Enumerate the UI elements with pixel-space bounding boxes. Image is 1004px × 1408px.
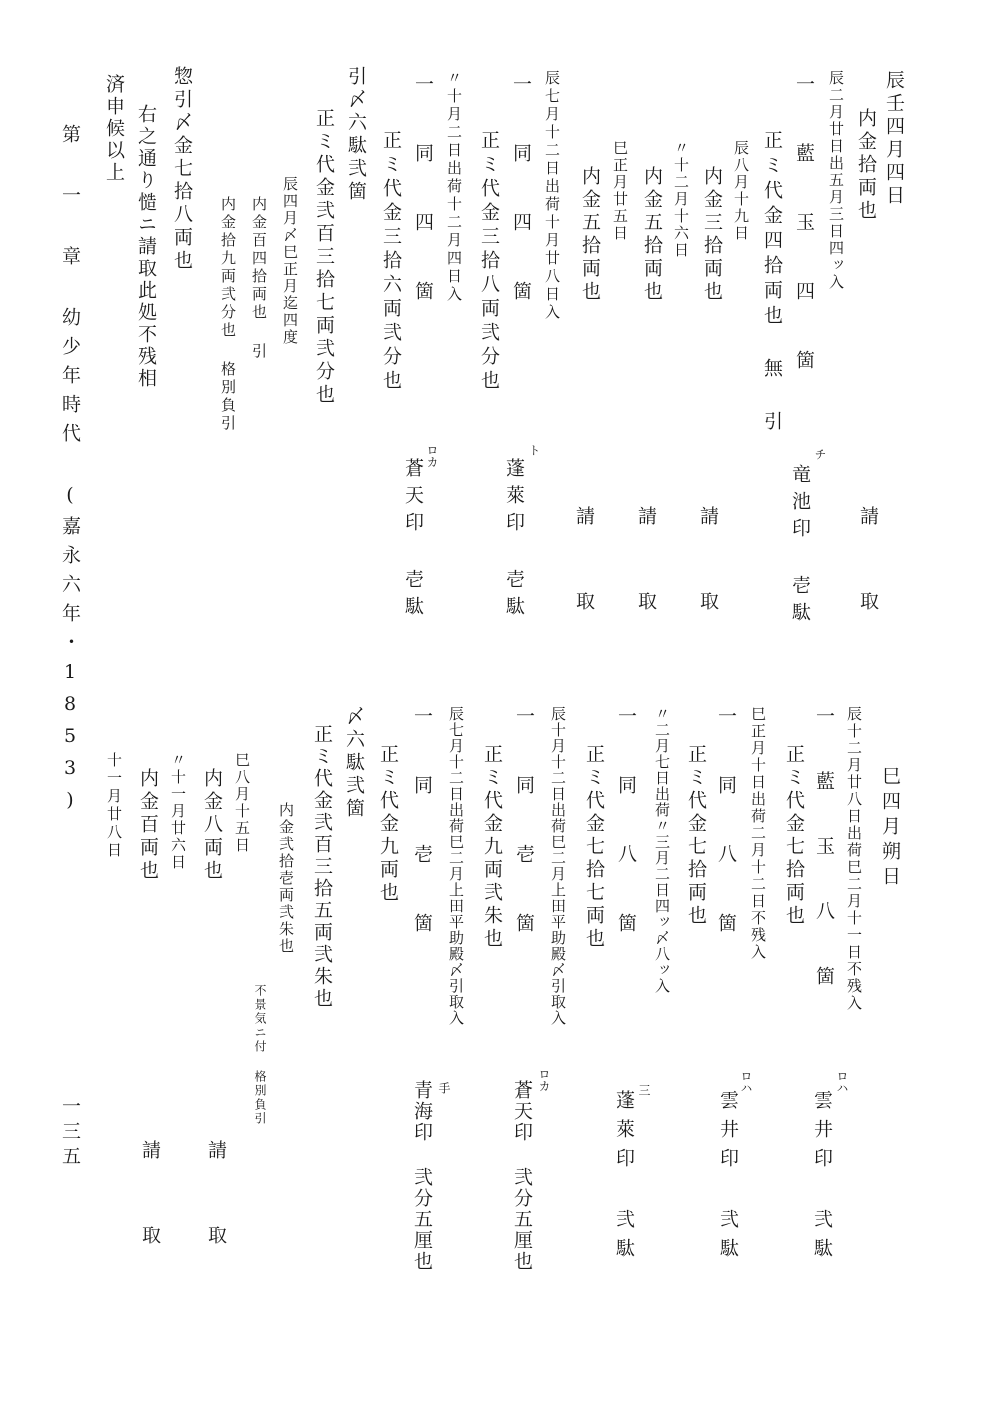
entry-date: 辰七月十二日出荷巳二月上田平助殿〆引取入 (447, 706, 465, 1026)
entry-date: 辰十月十二日出荷巳二月上田平助殿〆引取入 (549, 706, 567, 1026)
mark-label: 蒼天印 弐分五厘也 (511, 1080, 533, 1272)
mark-letter: チ (813, 448, 827, 460)
entry-text: 内金五拾両也 (641, 166, 663, 304)
entry-date: 十一月廿八日 (105, 752, 123, 860)
entry-date: 巳正月十日出荷二月十二日不残入 (749, 706, 767, 961)
entry-date: 巳正月廿五日 (611, 140, 629, 242)
entry-text: 内金百両也 (137, 768, 159, 883)
chapter-header: 第 一 章 幼少年時代 (嘉永六年・1853) (59, 124, 81, 821)
receipt-label: 請 取 (697, 506, 719, 632)
entry-amount: 正ミ代金三拾八両弐分也 (478, 130, 500, 394)
entry-amount: 正ミ代金四拾両也 無 引 (761, 130, 783, 436)
entry-amount: 正ミ代金弐百三拾五両弐朱也 (311, 724, 333, 1010)
entry-date: 辰十二月廿八日出荷巳二月十一日不残入 (845, 706, 863, 1012)
entry-date: 〃十月二日出荷十二月四日入 (445, 70, 463, 304)
mark-letter: ロカ (537, 1068, 551, 1092)
entry-total: 惣引〆金七拾八両也 (171, 66, 193, 273)
mark-label: 青海印 弐分五厘也 (411, 1080, 433, 1272)
entry-note: 不景気ニ付 格別負引 (253, 984, 267, 1126)
mark-letter: 三 (637, 1084, 651, 1096)
entry-amount: 正ミ代金九両也 (377, 744, 399, 905)
entry-text: 内金拾九両弐分也 格別負引 (219, 196, 237, 433)
entry-text: 内金五拾両也 (579, 166, 601, 304)
entry-date: 〃十一月廿六日 (169, 752, 187, 871)
entry-item: 一 藍 玉 四 箇 (793, 74, 815, 383)
entry-date: 辰八月十九日 (732, 140, 750, 242)
entry-total: 〆六駄弐箇 (343, 706, 365, 821)
entry-amount: 正ミ代金三拾六両弐分也 (380, 130, 402, 394)
entry-amount: 正ミ代金九両弐朱也 (481, 744, 503, 951)
entry-amount: 正ミ代金七拾両也 (685, 744, 707, 928)
mark-letter: ト (527, 444, 541, 456)
entry-item: 一 藍 玉 八 箇 (813, 706, 835, 997)
mark-letter: 手 (437, 1082, 451, 1094)
mark-label: 蒼天印 壱駄 (402, 458, 424, 623)
mark-label: 竜池印 壱駄 (789, 464, 811, 629)
entry-text: 内金弐拾壱両弐朱也 (277, 802, 295, 955)
mark-label: 蓬萊印 弐駄 (613, 1090, 635, 1267)
entry-text: 内金百四拾両也 引 (250, 196, 268, 361)
entry-date: 〃十二月十六日 (672, 140, 690, 259)
receipt-label: 請 取 (635, 506, 657, 632)
receipt-label: 請 取 (857, 506, 879, 632)
entry-total: 引〆六駄弐箇 (345, 66, 367, 204)
entry-item: 一 同 八 箇 (715, 706, 737, 946)
entry-date: 〃二月七日出荷〃三月二日四ッ〆八ッ入 (653, 706, 671, 994)
entry-text: 内金三拾両也 (701, 166, 723, 304)
entry-item: 一 同 壱 箇 (513, 706, 535, 946)
receipt-label: 請 取 (205, 1140, 227, 1266)
mark-letter: ロハ (835, 1070, 849, 1094)
receipt-label: 請 取 (573, 506, 595, 632)
mark-letter: ロカ (425, 444, 439, 468)
entry-date: 辰四月〆巳正月迄四度 (281, 176, 299, 346)
entry-date: 辰七月十二日出荷十月廿八日入 (543, 70, 561, 322)
page-number: 一三五 (59, 1096, 81, 1171)
entry-amount: 正ミ代金弐百三拾七両弐分也 (313, 108, 335, 407)
entry-amount: 正ミ代金七拾両也 (783, 744, 805, 928)
closing-text: 済申候以上 (103, 74, 125, 184)
entry-text: 内金八両也 (201, 768, 223, 883)
mark-letter: ロハ (739, 1070, 753, 1094)
mark-label: 蓬萊印 壱駄 (503, 458, 525, 623)
entry-text: 内金拾両也 (855, 108, 877, 223)
entry-date: 巳四月朔日 (879, 766, 901, 891)
entry-date: 巳八月十五日 (233, 752, 251, 854)
mark-label: 雲井印 弐駄 (811, 1090, 833, 1267)
entry-item: 一 同 八 箇 (615, 706, 637, 946)
entry-item: 一 同 壱 箇 (411, 706, 433, 946)
receipt-label: 請 取 (139, 1140, 161, 1266)
closing-text: 右之通り慥ニ請取此処不残相 (135, 104, 157, 390)
mark-label: 雲井印 弐駄 (717, 1090, 739, 1267)
entry-item: 一 同 四 箇 (412, 74, 434, 314)
entry-amount: 正ミ代金七拾七両也 (583, 744, 605, 951)
entry-date: 辰二月廿日出五月三日四ッ入 (827, 70, 845, 291)
entry-item: 一 同 四 箇 (510, 74, 532, 314)
entry-date: 辰壬四月四日 (883, 70, 905, 208)
